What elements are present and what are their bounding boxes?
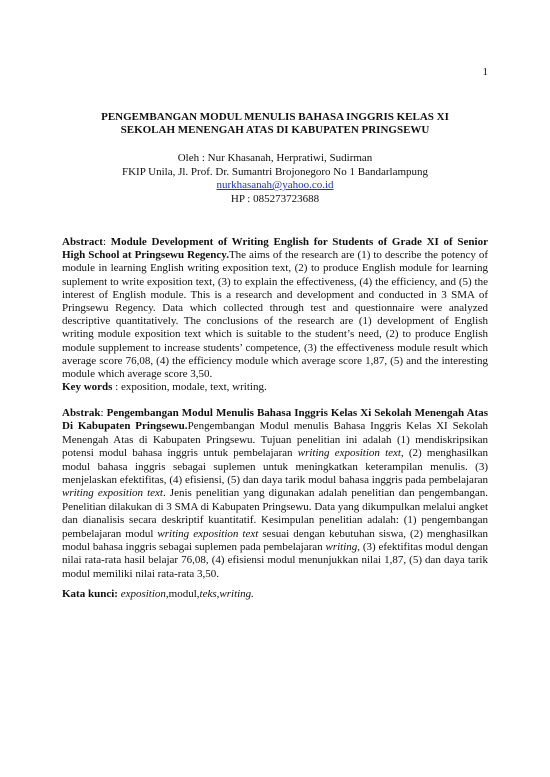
keywords-en-label: Key words xyxy=(62,381,113,393)
abstract-english xyxy=(62,236,488,381)
author-email-link[interactable]: nurkhasanah@yahoo.co.id xyxy=(216,179,334,191)
author-names: Oleh : Nur Khasanah, Herpratiwi, Sudirman xyxy=(177,152,373,164)
abstract-id-separator: : xyxy=(100,407,107,419)
keyword-comma: , xyxy=(216,588,220,600)
abstract-id-italic-1: writing exposition text xyxy=(297,447,401,460)
keywords-english xyxy=(62,381,488,394)
keywords-indonesian xyxy=(62,588,488,601)
abstract-id-body-3: . Jenis penelitian yang digunakan adalah penelitian dan pengembangan. Penelitian dilakukan di 3 SMA di Kabupaten Pringsewu. Data yang dikumpulkan melalui angket dan dianalisis secara deskriptif kuantitatif. Kesimpulan penelitian adalah: (1) pengembangan pembelajaran modul xyxy=(62,487,488,540)
keywords-en-value: : exposition, modale, text, writing. xyxy=(112,381,267,393)
abstract-id-body-2: , (2) menghasilkan modul bahasa inggris sebagai suplemen untuk meningkatkan keterampilan menulis. (3) menjelaskan efektifitas, (4) efisiensi, (5) dan daya tarik modul bahasa inggris pada pembelajaran xyxy=(62,447,488,487)
paper-title xyxy=(62,111,488,137)
abstract-id-label: Abstrak xyxy=(62,407,101,419)
abstract-id-body-5: , (3) efektifitas modul dengan nilai rata-rata hasil belajar 76,08, (4) efisiensi modul menunjukkan nilai 1,87, (5) dan daya tarik modul memiliki nilai rata-rata 3,50. xyxy=(62,541,488,580)
keyword-writing: writing. xyxy=(219,588,254,600)
keyword-exposition: exposition xyxy=(117,588,166,600)
page-number: 1 xyxy=(482,66,488,78)
author-phone: HP : 085273723688 xyxy=(230,192,320,205)
abstract-en-separator: : xyxy=(102,236,111,248)
author-block xyxy=(62,152,488,206)
keyword-modul: ,modul, xyxy=(165,588,200,600)
keywords-id-label: Kata kunci: xyxy=(62,588,118,600)
abstract-id-italic-4: writing xyxy=(325,541,358,554)
title-line-1: PENGEMBANGAN MODUL MENULIS BAHASA INGGRIS KELAS XI xyxy=(101,111,449,123)
abstract-en-label: Abstract xyxy=(62,236,103,248)
abstract-en-heading: Module Development of Writing English for Students of Grade XI of Senior High School at Pringsewu Regency. xyxy=(62,236,488,262)
abstract-id-body-1: Pengembangan Modul menulis Bahasa Inggris Kelas XI Sekolah Menengah Atas di Kabupaten Pringsewu. Tujuan penelitian ini adalah (1) mendiskripsikan potensi modul bahasa inggris untuk pembelajaran xyxy=(62,420,489,460)
keyword-teks: teks xyxy=(199,588,217,600)
abstract-id-italic-2: writing exposition text xyxy=(62,487,163,500)
title-line-2: SEKOLAH MENENGAH ATAS DI KABUPATEN PRINGSEWU xyxy=(120,124,430,136)
abstract-id-italic-3: writing exposition text xyxy=(157,527,259,540)
abstract-id-heading: Pengembangan Modul Menulis Bahasa Inggris Kelas Xi Sekolah Menengah Atas Di Kabupaten Pringsewu. xyxy=(62,407,488,433)
abstract-en-body: The aims of the research are (1) to describe the potency of module in learning English writing exposition text, (2) to produce English module for learning suplement to write exposition text, (3) to explain the effectiveness, (4) the efficiency, and (5) the interest of English module. This is a research and development and conducted in 3 SMA of Pringsewu Regency. Data which collected through test and questionnaire were analyzed descriptive quantitatively. The conclusions of the research are (1) development of English writing module exposition text which is suitable to the student’s need, (2) to produce English module supplement to increase students’ competence, (3) the effectiveness module result which average score 76,08, (4) the efficiency module which average score 1,87, (5) and the interesting module which average score 3,50. xyxy=(62,249,489,381)
author-affiliation: FKIP Unila, Jl. Prof. Dr. Sumantri Brojonegoro No 1 Bandarlampung xyxy=(121,165,429,178)
abstract-indonesian xyxy=(62,407,488,581)
abstract-id-body-4: sesuai dengan kebutuhan siswa, (2) menghasilkan modul bahasa inggris sebagai suplemen pada pembelajaran xyxy=(62,527,488,554)
